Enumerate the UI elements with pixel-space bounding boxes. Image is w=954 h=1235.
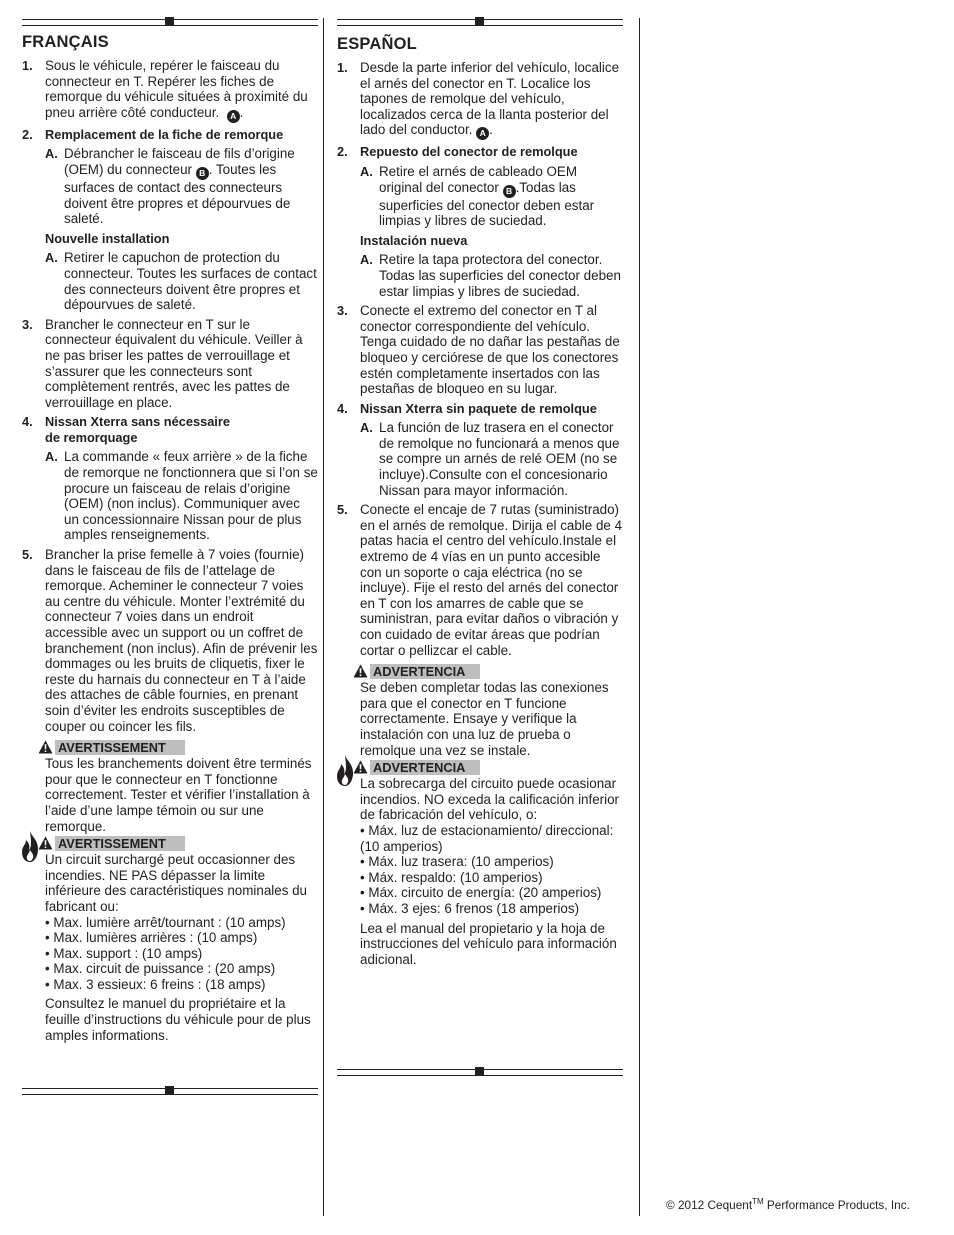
substep-letter: A. [360,163,373,179]
french-heading: FRANÇAIS [22,33,109,51]
es-new-install-heading: Instalación nueva [360,232,468,248]
warning-triangle-icon [38,836,53,850]
step-number: 3. [337,303,348,319]
step-title: Repuesto del conector de remolque [360,144,578,160]
es-step-4 [337,401,623,499]
substep-letter: A. [360,252,373,268]
warning-label: AVERTISSEMENT [55,836,185,851]
rating-item: • Max. circuit de puissance : (20 amps) [45,961,276,977]
step-text: Brancher le connecteur en T sur le connecteur équivalent du véhicule. Veiller à ne pas briser les pattes de verrouillage et s’assurer que les connecteurs sont complètement rentrés, avec les pattes de verrouillage en place. [45,316,303,410]
es-step-2 [337,144,623,299]
substep-letter: A. [45,250,58,266]
fr-step-4 [22,414,318,543]
section-rule-es-bottom [337,1069,623,1076]
fr-step-3 [22,317,318,411]
substep-letter: A. [360,420,373,436]
step-number: 1. [22,58,33,73]
es-step-5 [337,502,623,658]
warning-label: ADVERTENCIA [370,760,480,775]
rating-item: • Max. lumière arrêt/tournant : (10 amps) [45,914,286,930]
es-step-1: 1. Desde la parte inferior del vehículo, localice el arnés del conector en T. Localice los tapones de remolque del vehículo, localizados cerca de la llanta posterior del lado del conductor. A . [337,60,620,139]
callout-b-icon: B [503,185,516,198]
fr-warning-connections [22,740,318,834]
rating-item: • Máx. respaldo: (10 amperios) [360,869,543,885]
warning-text: Un circuit surchargé peut occasionner des incendies. NE PAS dépasser la limite inférieure des caractéristiques nominales du fabricant ou: [45,852,308,914]
section-rule-fr-bottom [22,1088,318,1095]
step-title: Remplacement de la fiche de remorque [45,126,284,142]
step-number: 3. [22,316,33,332]
fr-step-2-a: A. Débrancher le faisceau de fils d’origine (OEM) du connecteur B . Toutes les surfaces de contact des connecteurs doivent être propres et dépourvues de saleté. [45,146,295,227]
fr-step-2 [22,127,318,313]
section-rule-fr-top [22,19,318,26]
substep-letter: A. [45,146,58,162]
es-warning-fire [337,760,623,967]
es-step-2-new-a: A. Retire la tapa protectora del conector. Todas las superficies del conector deben estar limpias y libres de suciedad. [360,252,621,299]
warning-text: La sobrecarga del circuito puede ocasionar incendios. NO exceda la calificación inferior de fabricación del vehículo, o: [360,776,620,823]
fr-step-1: 1. Sous le véhicule, repérer le faisceau du connecteur en T. Repérer les fiches de remorque du véhicule situées à proximité du pneu arrière côté conducteur. A . [22,58,308,121]
step-text: Conecte el extremo del conector en T al conector correspondiente del vehículo. Tenga cuidado de no dañar las pestañas de bloqueo y cerciórese de que los conectores estén completamente insertados con las pestañas de bloqueo en su lugar. [360,303,620,397]
fr-new-install-heading: Nouvelle installation [45,230,170,246]
step-number: 1. [337,60,348,75]
french-column [22,32,318,1043]
warning-label: AVERTISSEMENT [55,740,185,755]
fire-icon [20,830,40,864]
step-text: Brancher la prise femelle à 7 voies (fournie) dans le faisceau de fils de l’attelage de remorque. Acheminer le connecteur 7 voies au centre du véhicule. Monter l’extrémité du connecteur 7 voies dans un endroit accessible avec un support ou un coffret de branchement (non inclus). Afin de prévenir les dommages ou les bruits de cliquetis, fixer le reste du harnais du connecteur en T à l’aide des attaches de câble fournies, en prenant soin d’éviter les endroits susceptibles de couper ou coincer les fils. [45,547,318,734]
step-text: Conecte el encaje de 7 rutas (suministrado) en el arnés de remolque. Dirija el cable de 4 patas hacia el centro del vehículo.Instale el extremo de 4 vías en un punto accesible con un soporte o caja eléctrica (no se incluye). Fije el resto del arnés del conector en T con los amarres de cable que se suministran, para evitar daños o vibración y con cuidado de evitar áreas que podrían cortar o pellizcar el cable. [360,502,623,658]
fr-warning-fire [22,836,318,1043]
warning-text: Tous les branchements doivent être terminés pour que le connecteur en T fonctionne correctement. Tester et vérifier l’installation à l’aide d’une lampe témoin ou sur une remorque. [45,756,312,834]
step-number: 2. [22,126,33,142]
step-number: 5. [22,547,33,563]
step-number: 4. [22,414,33,430]
callout-a-icon: A [476,127,489,140]
fr-step-5 [22,547,318,734]
step-text: Sous le véhicule, repérer le faisceau du connecteur en T. Repérer les fiches de remorque du véhicule situées à proximité du pneu arrière côté conducteur. [45,58,308,120]
step-number: 4. [337,400,348,416]
column-divider-left [323,18,324,1216]
rating-item: • Máx. 3 ejes: 6 frenos (18 amperios) [360,900,580,916]
rating-item: • Máx. luz trasera: (10 amperios) [360,854,554,870]
spanish-heading: ESPAÑOL [337,35,417,53]
section-rule-es-top [337,19,623,26]
step-number: 2. [337,144,348,160]
step-title: Nissan Xterra sans nécessaire de remorquage [45,414,230,445]
copyright-footer: © 2012 Cequent™ Performance Products, Inc. [666,1197,910,1212]
es-step-4-a: A. La función de luz trasera en el conector de remolque no funcionará a menos que se compre un arnés de relé OEM (no se incluye).Consulte con el concesionario Nissan para mayor información. [360,420,620,498]
es-step-3 [337,303,623,397]
fire-icon [335,754,355,788]
fr-step-4-a: A. La commande « feux arrière » de la fiche de remorque ne fonctionnera que si l’on se procure un faisceau de relais d’origine (OEM) (non inclus). Communiquer avec un concessionnaire Nissan pour de plus amples renseignements. [45,449,318,543]
rating-item: • Max. support : (10 amps) [45,945,203,961]
rating-item: • Máx. luz de estacionamiento/ direccional: (10 amperios) [360,822,614,854]
warning-text: Se deben completar todas las conexiones para que el conector en T funcione correctamente. Ensaye y verifique la instalación con una luz de prueba o remolque una vez se instale. [360,680,609,758]
warning-label: ADVERTENCIA [370,664,480,679]
warning-triangle-icon [353,760,368,774]
step-number: 5. [337,502,348,518]
callout-a-icon: A [227,110,240,123]
trademark-mark: TM [752,1197,764,1207]
substep-letter: A. [45,449,58,465]
warning-triangle-icon [38,740,53,754]
french-steps [22,58,318,734]
callout-b-icon: B [196,167,209,180]
rating-item: • Máx. circuito de energía: (20 amperios) [360,885,602,901]
es-step-2-a: A. Retire el arnés de cableado OEM original del conector B .Todas las superficies del conector deben estar limpias y libres de suciedad. [360,163,595,229]
rating-item: • Max. lumières arrières : (10 amps) [45,930,258,946]
closing-text: Lea el manual del propietario y la hoja de instrucciones del vehículo para información adicional. [360,920,617,967]
step-title: Nissan Xterra sin paquete de remolque [360,400,597,416]
es-warning-connections [337,664,623,758]
rating-item: • Max. 3 essieux: 6 freins : (18 amps) [45,976,266,992]
warning-triangle-icon [353,664,368,678]
spanish-column [337,34,623,967]
column-divider-right [639,18,640,1216]
step-text: Desde la parte inferior del vehículo, localice el arnés del conector en T. Localice los tapones de remolque del vehículo, localizados cerca de la llanta posterior del lado del conductor. [360,60,620,138]
spanish-steps [337,60,623,658]
fr-step-2-new-a: A. Retirer le capuchon de protection du connecteur. Toutes les surfaces de contact des connecteurs doivent être propres et dépourvues de saleté. [45,250,317,313]
closing-text: Consultez le manuel du propriétaire et la feuille d’instructions du véhicule pour de plus amples informations. [45,996,311,1043]
